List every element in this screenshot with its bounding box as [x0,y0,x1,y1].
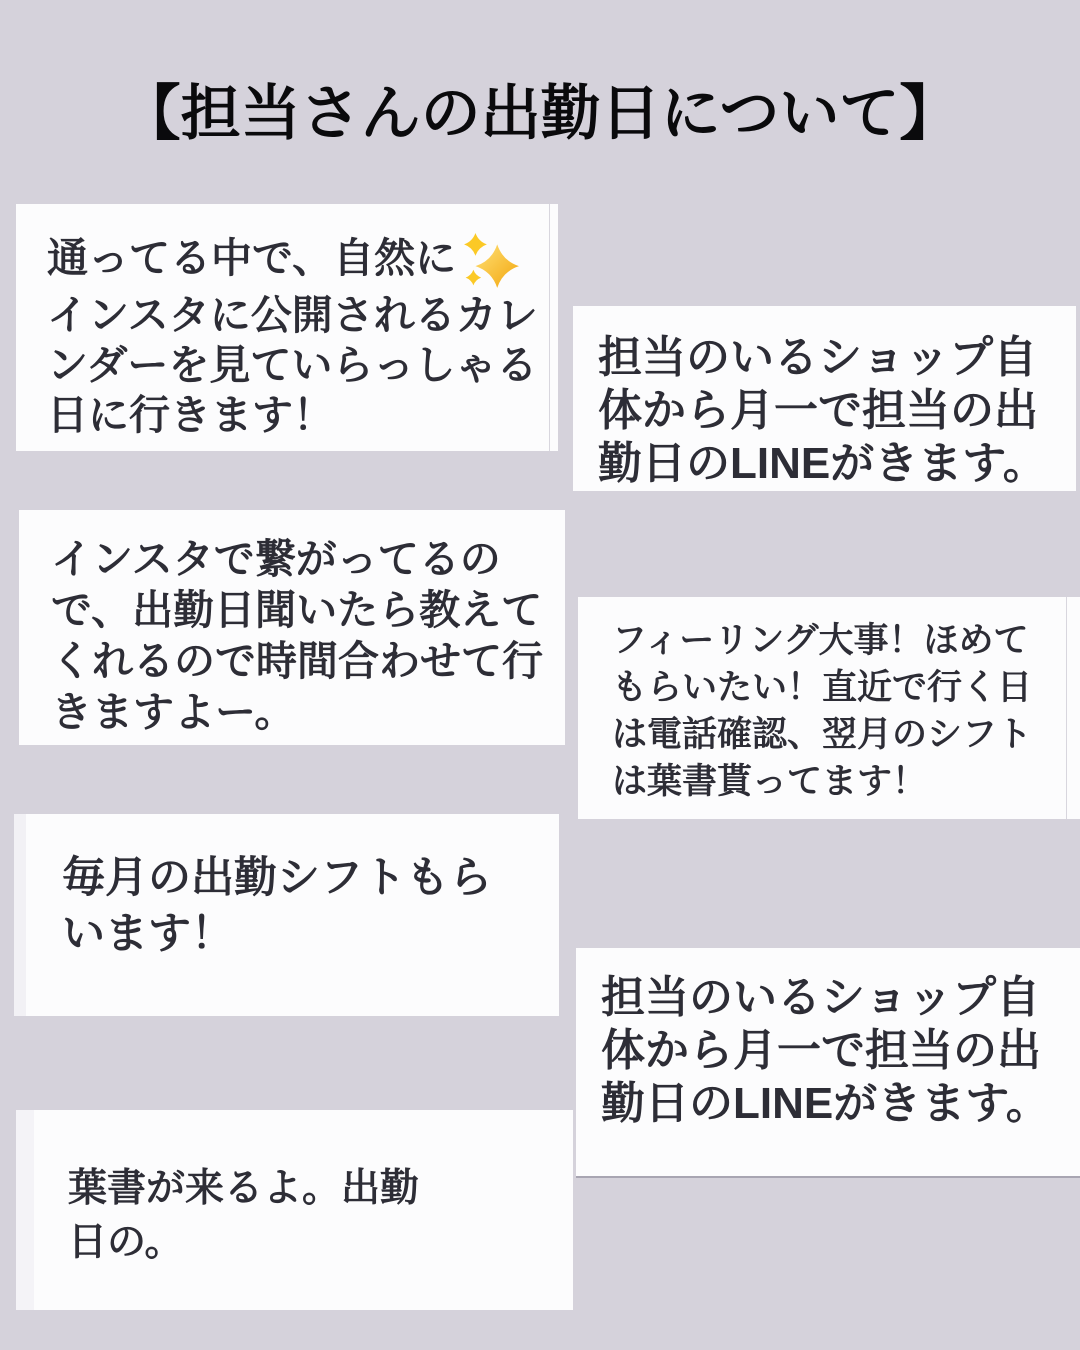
card-line: は電話確認、翌月のシフト [612,715,1033,754]
card-line: もらいたい！直近で行く日 [612,668,1033,707]
card-line: 体から月一で担当の出 [601,1026,1041,1075]
card-line: インスタに公開されるカレ [47,292,538,338]
testimonial-card-7 [16,1110,573,1310]
sparkles-emoji-icon [462,232,520,290]
card-line: インスタで繋がってるの [51,536,501,582]
card-text: 通ってる中で、自然に [47,234,457,281]
card-line: 日の。 [68,1221,184,1264]
card-line: 日に行きます！ [47,392,334,438]
card-line: ンダーを見ていらっしゃる [47,342,538,388]
testimonial-card-4 [578,597,1080,819]
card-line: 担当のいるショップ自 [601,973,1041,1022]
card-line: は葉書貰ってます！ [612,762,928,801]
card-line: 毎月の出勤シフトもら [62,854,492,902]
card-line: 担当のいるショップ自 [598,333,1038,382]
card-line: 勤日のLINEがきます。 [598,439,1047,488]
card-line: います！ [62,910,234,958]
card-line [47,232,546,290]
page-title: 【担当さんの出勤日について】 [120,80,960,147]
card-line: フィーリング大事！ほめて [612,621,1029,660]
card-line: くれるので時間合わせて行 [51,638,543,684]
testimonial-card-5 [14,814,559,1016]
card-line: 葉書が来るよ。出勤 [68,1167,420,1210]
card-line: 体から月一で担当の出 [598,386,1038,435]
testimonial-card-2 [573,306,1076,491]
card-line: で、出勤日聞いたら教えて [51,587,543,633]
testimonial-card-3 [19,510,565,745]
card-line: きますよー。 [51,689,296,735]
testimonial-card-6 [576,948,1080,1178]
card-line: 勤日のLINEがきます。 [601,1079,1050,1128]
testimonial-card-1 [16,204,558,451]
